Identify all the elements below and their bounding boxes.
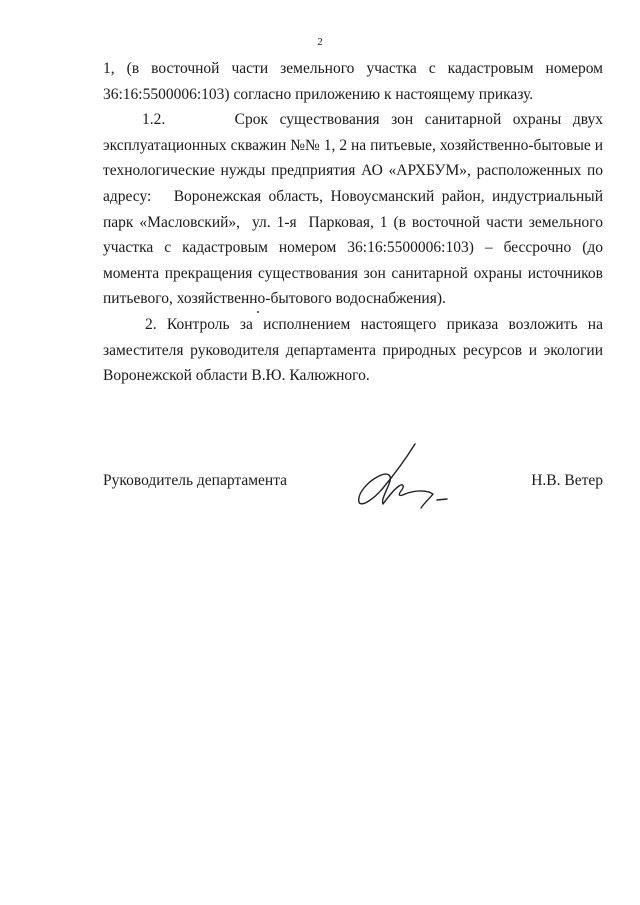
paragraph-continuation: 1, (в восточной части земельного участка с кадастровым номером 36:16:5500006:103) согласно приложению к настоящему приказу.	[103, 60, 603, 103]
paragraph-1-2: 1.2. Срок существования зон санитарной охраны двух эксплуатационных скважин №№ 1, 2 на питьевые, хозяйственно-бытовые и технологические нужды предприятия АО «АРХБУМ», расположенных по адресу: Воронежская область, Новоусманский район, индустриальный парк «Масловский», ул. 1-я Парковая, 1 (в восточной части земельного участка с кадастровым номером 36:16:5500006:103) – бессрочно (до момента прекращения существования зон санитарной охраны источников питьевого, хозяйственно-бытового водоснабжения).	[103, 111, 603, 308]
scan-speck	[257, 311, 259, 313]
signer-name: Н.В. Ветер	[531, 472, 603, 489]
page-number: 2	[317, 36, 323, 48]
handwritten-signature	[353, 442, 463, 517]
signature-block	[103, 442, 603, 522]
paragraph-2: 2. Контроль за исполнением настоящего приказа возложить на заместителя руководителя департамента природных ресурсов и экологии Воронежской области В.Ю. Калюжного.	[103, 315, 603, 385]
signer-position: Руководитель департамента	[103, 472, 288, 489]
document-body	[103, 56, 603, 389]
